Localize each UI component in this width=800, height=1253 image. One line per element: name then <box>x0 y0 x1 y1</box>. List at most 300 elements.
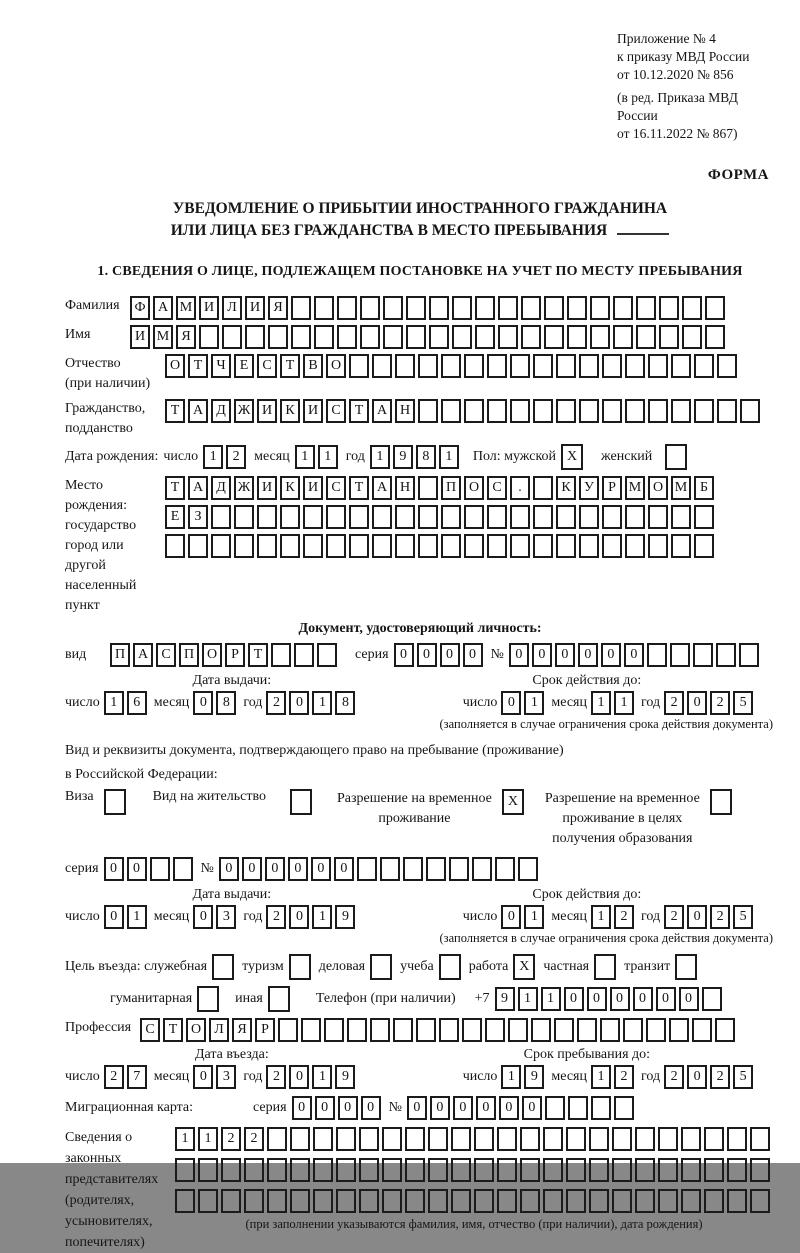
char-cell[interactable]: Н <box>395 476 415 500</box>
char-cell[interactable] <box>671 399 691 423</box>
char-cell[interactable]: 0 <box>501 905 521 929</box>
char-cell[interactable]: 0 <box>463 643 483 667</box>
char-cell[interactable]: М <box>153 325 173 349</box>
char-cell[interactable] <box>175 1189 195 1213</box>
char-cell[interactable]: 1 <box>104 691 124 715</box>
char-cell[interactable] <box>439 954 461 980</box>
char-cell[interactable] <box>416 1018 436 1042</box>
char-cell[interactable] <box>635 1127 655 1151</box>
char-cell[interactable]: 2 <box>614 1065 634 1089</box>
char-cell[interactable] <box>291 296 311 320</box>
char-cell[interactable]: А <box>188 476 208 500</box>
char-cell[interactable] <box>198 1158 218 1182</box>
char-cell[interactable]: 1 <box>198 1127 218 1151</box>
char-cell[interactable]: 0 <box>687 1065 707 1089</box>
char-cell[interactable] <box>464 399 484 423</box>
char-cell[interactable] <box>658 1127 678 1151</box>
char-cell[interactable] <box>510 534 530 558</box>
char-cell[interactable]: 0 <box>289 905 309 929</box>
char-cell[interactable] <box>682 325 702 349</box>
char-cell[interactable] <box>625 399 645 423</box>
char-cell[interactable]: Р <box>602 476 622 500</box>
char-cell[interactable]: 0 <box>656 987 676 1011</box>
char-cell[interactable]: 0 <box>288 857 308 881</box>
char-cell[interactable]: 3 <box>216 905 236 929</box>
char-cell[interactable]: И <box>257 476 277 500</box>
char-cell[interactable] <box>520 1189 540 1213</box>
char-cell[interactable]: 0 <box>601 643 621 667</box>
char-cell[interactable] <box>485 1018 505 1042</box>
char-cell[interactable]: 0 <box>361 1096 381 1120</box>
char-cell[interactable] <box>613 296 633 320</box>
char-cell[interactable]: 0 <box>104 905 124 929</box>
char-cell[interactable] <box>291 325 311 349</box>
char-cell[interactable]: 0 <box>476 1096 496 1120</box>
char-cell[interactable]: 0 <box>193 1065 213 1089</box>
char-cell[interactable] <box>474 1127 494 1151</box>
char-cell[interactable] <box>693 643 713 667</box>
char-cell[interactable]: Ж <box>234 399 254 423</box>
char-cell[interactable] <box>428 1158 448 1182</box>
char-cell[interactable]: 2 <box>710 1065 730 1089</box>
char-cell[interactable] <box>289 954 311 980</box>
char-cell[interactable] <box>150 857 170 881</box>
char-cell[interactable] <box>324 1018 344 1042</box>
char-cell[interactable] <box>705 325 725 349</box>
char-cell[interactable] <box>383 296 403 320</box>
char-cell[interactable] <box>556 354 576 378</box>
char-cell[interactable] <box>750 1127 770 1151</box>
char-cell[interactable] <box>474 1189 494 1213</box>
char-cell[interactable]: X <box>502 789 524 815</box>
char-cell[interactable] <box>495 857 515 881</box>
char-cell[interactable] <box>600 1018 620 1042</box>
char-cell[interactable]: С <box>326 399 346 423</box>
char-cell[interactable]: 2 <box>266 1065 286 1089</box>
char-cell[interactable] <box>544 296 564 320</box>
char-cell[interactable] <box>326 505 346 529</box>
char-cell[interactable]: 5 <box>733 905 753 929</box>
char-cell[interactable] <box>750 1189 770 1213</box>
char-cell[interactable] <box>704 1189 724 1213</box>
char-cell[interactable] <box>531 1018 551 1042</box>
char-cell[interactable] <box>257 534 277 558</box>
char-cell[interactable]: 0 <box>501 691 521 715</box>
char-cell[interactable] <box>635 1189 655 1213</box>
char-cell[interactable]: К <box>280 476 300 500</box>
char-cell[interactable] <box>648 534 668 558</box>
char-cell[interactable]: Ф <box>130 296 150 320</box>
char-cell[interactable] <box>418 534 438 558</box>
char-cell[interactable] <box>602 505 622 529</box>
char-cell[interactable]: 0 <box>532 643 552 667</box>
char-cell[interactable] <box>395 505 415 529</box>
char-cell[interactable] <box>405 1158 425 1182</box>
char-cell[interactable]: 0 <box>687 691 707 715</box>
char-cell[interactable]: Д <box>211 476 231 500</box>
char-cell[interactable]: 0 <box>265 857 285 881</box>
char-cell[interactable]: 0 <box>453 1096 473 1120</box>
char-cell[interactable] <box>625 505 645 529</box>
char-cell[interactable]: 3 <box>216 1065 236 1089</box>
char-cell[interactable] <box>716 643 736 667</box>
char-cell[interactable] <box>554 1018 574 1042</box>
char-cell[interactable] <box>510 399 530 423</box>
char-cell[interactable] <box>567 296 587 320</box>
char-cell[interactable] <box>590 325 610 349</box>
char-cell[interactable]: 0 <box>430 1096 450 1120</box>
char-cell[interactable] <box>579 354 599 378</box>
char-cell[interactable] <box>497 1189 517 1213</box>
char-cell[interactable]: 0 <box>564 987 584 1011</box>
char-cell[interactable] <box>418 476 438 500</box>
char-cell[interactable]: 0 <box>499 1096 519 1120</box>
char-cell[interactable] <box>173 857 193 881</box>
char-cell[interactable] <box>589 1158 609 1182</box>
char-cell[interactable]: 0 <box>687 905 707 929</box>
char-cell[interactable]: О <box>326 354 346 378</box>
char-cell[interactable] <box>452 296 472 320</box>
char-cell[interactable]: В <box>303 354 323 378</box>
char-cell[interactable] <box>359 1158 379 1182</box>
char-cell[interactable]: 0 <box>311 857 331 881</box>
char-cell[interactable]: 2 <box>266 691 286 715</box>
char-cell[interactable]: О <box>186 1018 206 1042</box>
char-cell[interactable] <box>602 534 622 558</box>
char-cell[interactable] <box>234 505 254 529</box>
char-cell[interactable]: 9 <box>335 905 355 929</box>
char-cell[interactable] <box>198 1189 218 1213</box>
char-cell[interactable] <box>451 1189 471 1213</box>
char-cell[interactable] <box>648 354 668 378</box>
char-cell[interactable] <box>104 789 126 815</box>
char-cell[interactable]: 0 <box>289 691 309 715</box>
char-cell[interactable]: Т <box>188 354 208 378</box>
char-cell[interactable] <box>710 789 732 815</box>
char-cell[interactable]: С <box>156 643 176 667</box>
char-cell[interactable]: 0 <box>292 1096 312 1120</box>
char-cell[interactable]: 2 <box>244 1127 264 1151</box>
char-cell[interactable] <box>658 1158 678 1182</box>
char-cell[interactable] <box>280 534 300 558</box>
char-cell[interactable] <box>612 1189 632 1213</box>
char-cell[interactable] <box>521 325 541 349</box>
char-cell[interactable]: О <box>165 354 185 378</box>
char-cell[interactable] <box>543 1127 563 1151</box>
char-cell[interactable] <box>393 1018 413 1042</box>
char-cell[interactable] <box>568 1096 588 1120</box>
char-cell[interactable]: С <box>326 476 346 500</box>
char-cell[interactable]: 1 <box>591 905 611 929</box>
char-cell[interactable]: 1 <box>175 1127 195 1151</box>
char-cell[interactable] <box>487 354 507 378</box>
char-cell[interactable] <box>520 1127 540 1151</box>
char-cell[interactable] <box>520 1158 540 1182</box>
char-cell[interactable] <box>395 354 415 378</box>
char-cell[interactable] <box>370 1018 390 1042</box>
char-cell[interactable]: 7 <box>127 1065 147 1089</box>
char-cell[interactable] <box>290 1189 310 1213</box>
char-cell[interactable] <box>671 534 691 558</box>
char-cell[interactable] <box>464 534 484 558</box>
char-cell[interactable] <box>268 325 288 349</box>
char-cell[interactable] <box>245 325 265 349</box>
char-cell[interactable]: Е <box>165 505 185 529</box>
char-cell[interactable] <box>510 505 530 529</box>
char-cell[interactable]: 0 <box>440 643 460 667</box>
char-cell[interactable]: 1 <box>524 905 544 929</box>
char-cell[interactable]: 0 <box>555 643 575 667</box>
char-cell[interactable]: 0 <box>127 857 147 881</box>
char-cell[interactable]: И <box>303 399 323 423</box>
char-cell[interactable]: Д <box>211 399 231 423</box>
char-cell[interactable] <box>441 505 461 529</box>
char-cell[interactable] <box>314 325 334 349</box>
char-cell[interactable] <box>278 1018 298 1042</box>
char-cell[interactable] <box>267 1158 287 1182</box>
char-cell[interactable] <box>694 505 714 529</box>
char-cell[interactable] <box>349 534 369 558</box>
char-cell[interactable]: 2 <box>710 691 730 715</box>
char-cell[interactable] <box>675 954 697 980</box>
char-cell[interactable] <box>464 505 484 529</box>
char-cell[interactable]: 1 <box>518 987 538 1011</box>
char-cell[interactable] <box>449 857 469 881</box>
char-cell[interactable]: 1 <box>127 905 147 929</box>
char-cell[interactable] <box>290 789 312 815</box>
char-cell[interactable] <box>566 1189 586 1213</box>
char-cell[interactable]: 1 <box>591 1065 611 1089</box>
char-cell[interactable] <box>533 534 553 558</box>
char-cell[interactable] <box>648 505 668 529</box>
char-cell[interactable]: К <box>556 476 576 500</box>
char-cell[interactable]: 0 <box>334 857 354 881</box>
char-cell[interactable] <box>317 643 337 667</box>
char-cell[interactable] <box>589 1127 609 1151</box>
char-cell[interactable]: Я <box>176 325 196 349</box>
char-cell[interactable] <box>659 296 679 320</box>
char-cell[interactable]: И <box>130 325 150 349</box>
char-cell[interactable]: П <box>179 643 199 667</box>
char-cell[interactable] <box>452 325 472 349</box>
char-cell[interactable] <box>383 325 403 349</box>
char-cell[interactable] <box>614 1096 634 1120</box>
char-cell[interactable] <box>382 1127 402 1151</box>
char-cell[interactable] <box>589 1189 609 1213</box>
char-cell[interactable] <box>441 399 461 423</box>
char-cell[interactable] <box>464 354 484 378</box>
char-cell[interactable]: 1 <box>591 691 611 715</box>
char-cell[interactable] <box>544 325 564 349</box>
char-cell[interactable] <box>336 1189 356 1213</box>
char-cell[interactable] <box>357 857 377 881</box>
char-cell[interactable]: Ч <box>211 354 231 378</box>
char-cell[interactable] <box>441 534 461 558</box>
char-cell[interactable] <box>498 296 518 320</box>
char-cell[interactable] <box>704 1127 724 1151</box>
char-cell[interactable] <box>510 354 530 378</box>
char-cell[interactable]: Я <box>232 1018 252 1042</box>
char-cell[interactable]: О <box>648 476 668 500</box>
char-cell[interactable]: . <box>510 476 530 500</box>
char-cell[interactable] <box>590 296 610 320</box>
char-cell[interactable] <box>579 534 599 558</box>
char-cell[interactable]: 9 <box>495 987 515 1011</box>
char-cell[interactable]: 0 <box>587 987 607 1011</box>
char-cell[interactable] <box>406 296 426 320</box>
char-cell[interactable] <box>623 1018 643 1042</box>
char-cell[interactable]: 0 <box>289 1065 309 1089</box>
char-cell[interactable] <box>303 505 323 529</box>
char-cell[interactable] <box>487 534 507 558</box>
char-cell[interactable]: 2 <box>104 1065 124 1089</box>
char-cell[interactable]: Т <box>163 1018 183 1042</box>
char-cell[interactable] <box>497 1158 517 1182</box>
char-cell[interactable]: 1 <box>203 445 223 469</box>
char-cell[interactable]: 2 <box>226 445 246 469</box>
char-cell[interactable]: С <box>257 354 277 378</box>
char-cell[interactable] <box>175 1158 195 1182</box>
char-cell[interactable] <box>441 354 461 378</box>
char-cell[interactable]: 1 <box>295 445 315 469</box>
char-cell[interactable] <box>497 1127 517 1151</box>
char-cell[interactable] <box>602 399 622 423</box>
char-cell[interactable]: Т <box>349 399 369 423</box>
char-cell[interactable]: 1 <box>312 691 332 715</box>
char-cell[interactable] <box>359 1189 379 1213</box>
char-cell[interactable] <box>451 1127 471 1151</box>
char-cell[interactable]: А <box>188 399 208 423</box>
char-cell[interactable] <box>681 1127 701 1151</box>
char-cell[interactable] <box>694 399 714 423</box>
char-cell[interactable]: 2 <box>664 1065 684 1089</box>
char-cell[interactable] <box>462 1018 482 1042</box>
char-cell[interactable]: 8 <box>335 691 355 715</box>
char-cell[interactable]: 0 <box>407 1096 427 1120</box>
char-cell[interactable] <box>188 534 208 558</box>
char-cell[interactable] <box>267 1127 287 1151</box>
char-cell[interactable]: 1 <box>318 445 338 469</box>
char-cell[interactable] <box>717 354 737 378</box>
char-cell[interactable] <box>439 1018 459 1042</box>
char-cell[interactable] <box>647 643 667 667</box>
char-cell[interactable]: 0 <box>417 643 437 667</box>
char-cell[interactable]: М <box>671 476 691 500</box>
char-cell[interactable]: 0 <box>522 1096 542 1120</box>
char-cell[interactable] <box>349 354 369 378</box>
char-cell[interactable]: П <box>441 476 461 500</box>
char-cell[interactable] <box>545 1096 565 1120</box>
char-cell[interactable] <box>579 399 599 423</box>
char-cell[interactable]: С <box>140 1018 160 1042</box>
char-cell[interactable]: А <box>133 643 153 667</box>
char-cell[interactable] <box>681 1158 701 1182</box>
char-cell[interactable] <box>543 1189 563 1213</box>
char-cell[interactable] <box>418 354 438 378</box>
char-cell[interactable] <box>658 1189 678 1213</box>
char-cell[interactable] <box>359 1127 379 1151</box>
char-cell[interactable]: А <box>153 296 173 320</box>
char-cell[interactable]: 1 <box>439 445 459 469</box>
char-cell[interactable]: С <box>487 476 507 500</box>
char-cell[interactable] <box>740 399 760 423</box>
char-cell[interactable]: 0 <box>242 857 262 881</box>
char-cell[interactable] <box>704 1158 724 1182</box>
char-cell[interactable]: 0 <box>394 643 414 667</box>
char-cell[interactable] <box>475 325 495 349</box>
char-cell[interactable] <box>533 354 553 378</box>
char-cell[interactable] <box>508 1018 528 1042</box>
char-cell[interactable] <box>403 857 423 881</box>
char-cell[interactable] <box>694 534 714 558</box>
char-cell[interactable] <box>418 505 438 529</box>
char-cell[interactable] <box>671 505 691 529</box>
char-cell[interactable]: 0 <box>633 987 653 1011</box>
char-cell[interactable] <box>474 1158 494 1182</box>
char-cell[interactable] <box>451 1158 471 1182</box>
char-cell[interactable] <box>591 1096 611 1120</box>
char-cell[interactable] <box>727 1127 747 1151</box>
char-cell[interactable] <box>670 643 690 667</box>
char-cell[interactable] <box>303 534 323 558</box>
char-cell[interactable] <box>257 505 277 529</box>
char-cell[interactable] <box>197 986 219 1012</box>
char-cell[interactable] <box>314 296 334 320</box>
char-cell[interactable]: 0 <box>679 987 699 1011</box>
char-cell[interactable]: X <box>561 444 583 470</box>
char-cell[interactable] <box>326 534 346 558</box>
char-cell[interactable]: 1 <box>312 1065 332 1089</box>
char-cell[interactable] <box>636 296 656 320</box>
char-cell[interactable] <box>625 354 645 378</box>
char-cell[interactable] <box>380 857 400 881</box>
char-cell[interactable] <box>715 1018 735 1042</box>
char-cell[interactable] <box>602 354 622 378</box>
char-cell[interactable]: 9 <box>335 1065 355 1089</box>
char-cell[interactable] <box>280 505 300 529</box>
char-cell[interactable] <box>682 296 702 320</box>
char-cell[interactable]: 1 <box>524 691 544 715</box>
char-cell[interactable] <box>646 1018 666 1042</box>
char-cell[interactable] <box>692 1018 712 1042</box>
char-cell[interactable]: Н <box>395 399 415 423</box>
char-cell[interactable] <box>472 857 492 881</box>
char-cell[interactable]: Р <box>225 643 245 667</box>
char-cell[interactable]: М <box>625 476 645 500</box>
char-cell[interactable] <box>665 444 687 470</box>
char-cell[interactable] <box>681 1189 701 1213</box>
char-cell[interactable] <box>313 1158 333 1182</box>
char-cell[interactable]: 0 <box>578 643 598 667</box>
char-cell[interactable]: 5 <box>733 1065 753 1089</box>
char-cell[interactable] <box>727 1189 747 1213</box>
char-cell[interactable] <box>372 534 392 558</box>
char-cell[interactable]: Л <box>222 296 242 320</box>
char-cell[interactable]: К <box>280 399 300 423</box>
char-cell[interactable] <box>702 987 722 1011</box>
char-cell[interactable]: 0 <box>104 857 124 881</box>
char-cell[interactable]: Т <box>165 399 185 423</box>
char-cell[interactable] <box>694 354 714 378</box>
char-cell[interactable]: А <box>372 476 392 500</box>
char-cell[interactable]: А <box>372 399 392 423</box>
char-cell[interactable] <box>211 505 231 529</box>
char-cell[interactable] <box>336 1158 356 1182</box>
char-cell[interactable]: О <box>464 476 484 500</box>
char-cell[interactable] <box>418 399 438 423</box>
char-cell[interactable]: 1 <box>312 905 332 929</box>
char-cell[interactable]: 0 <box>624 643 644 667</box>
